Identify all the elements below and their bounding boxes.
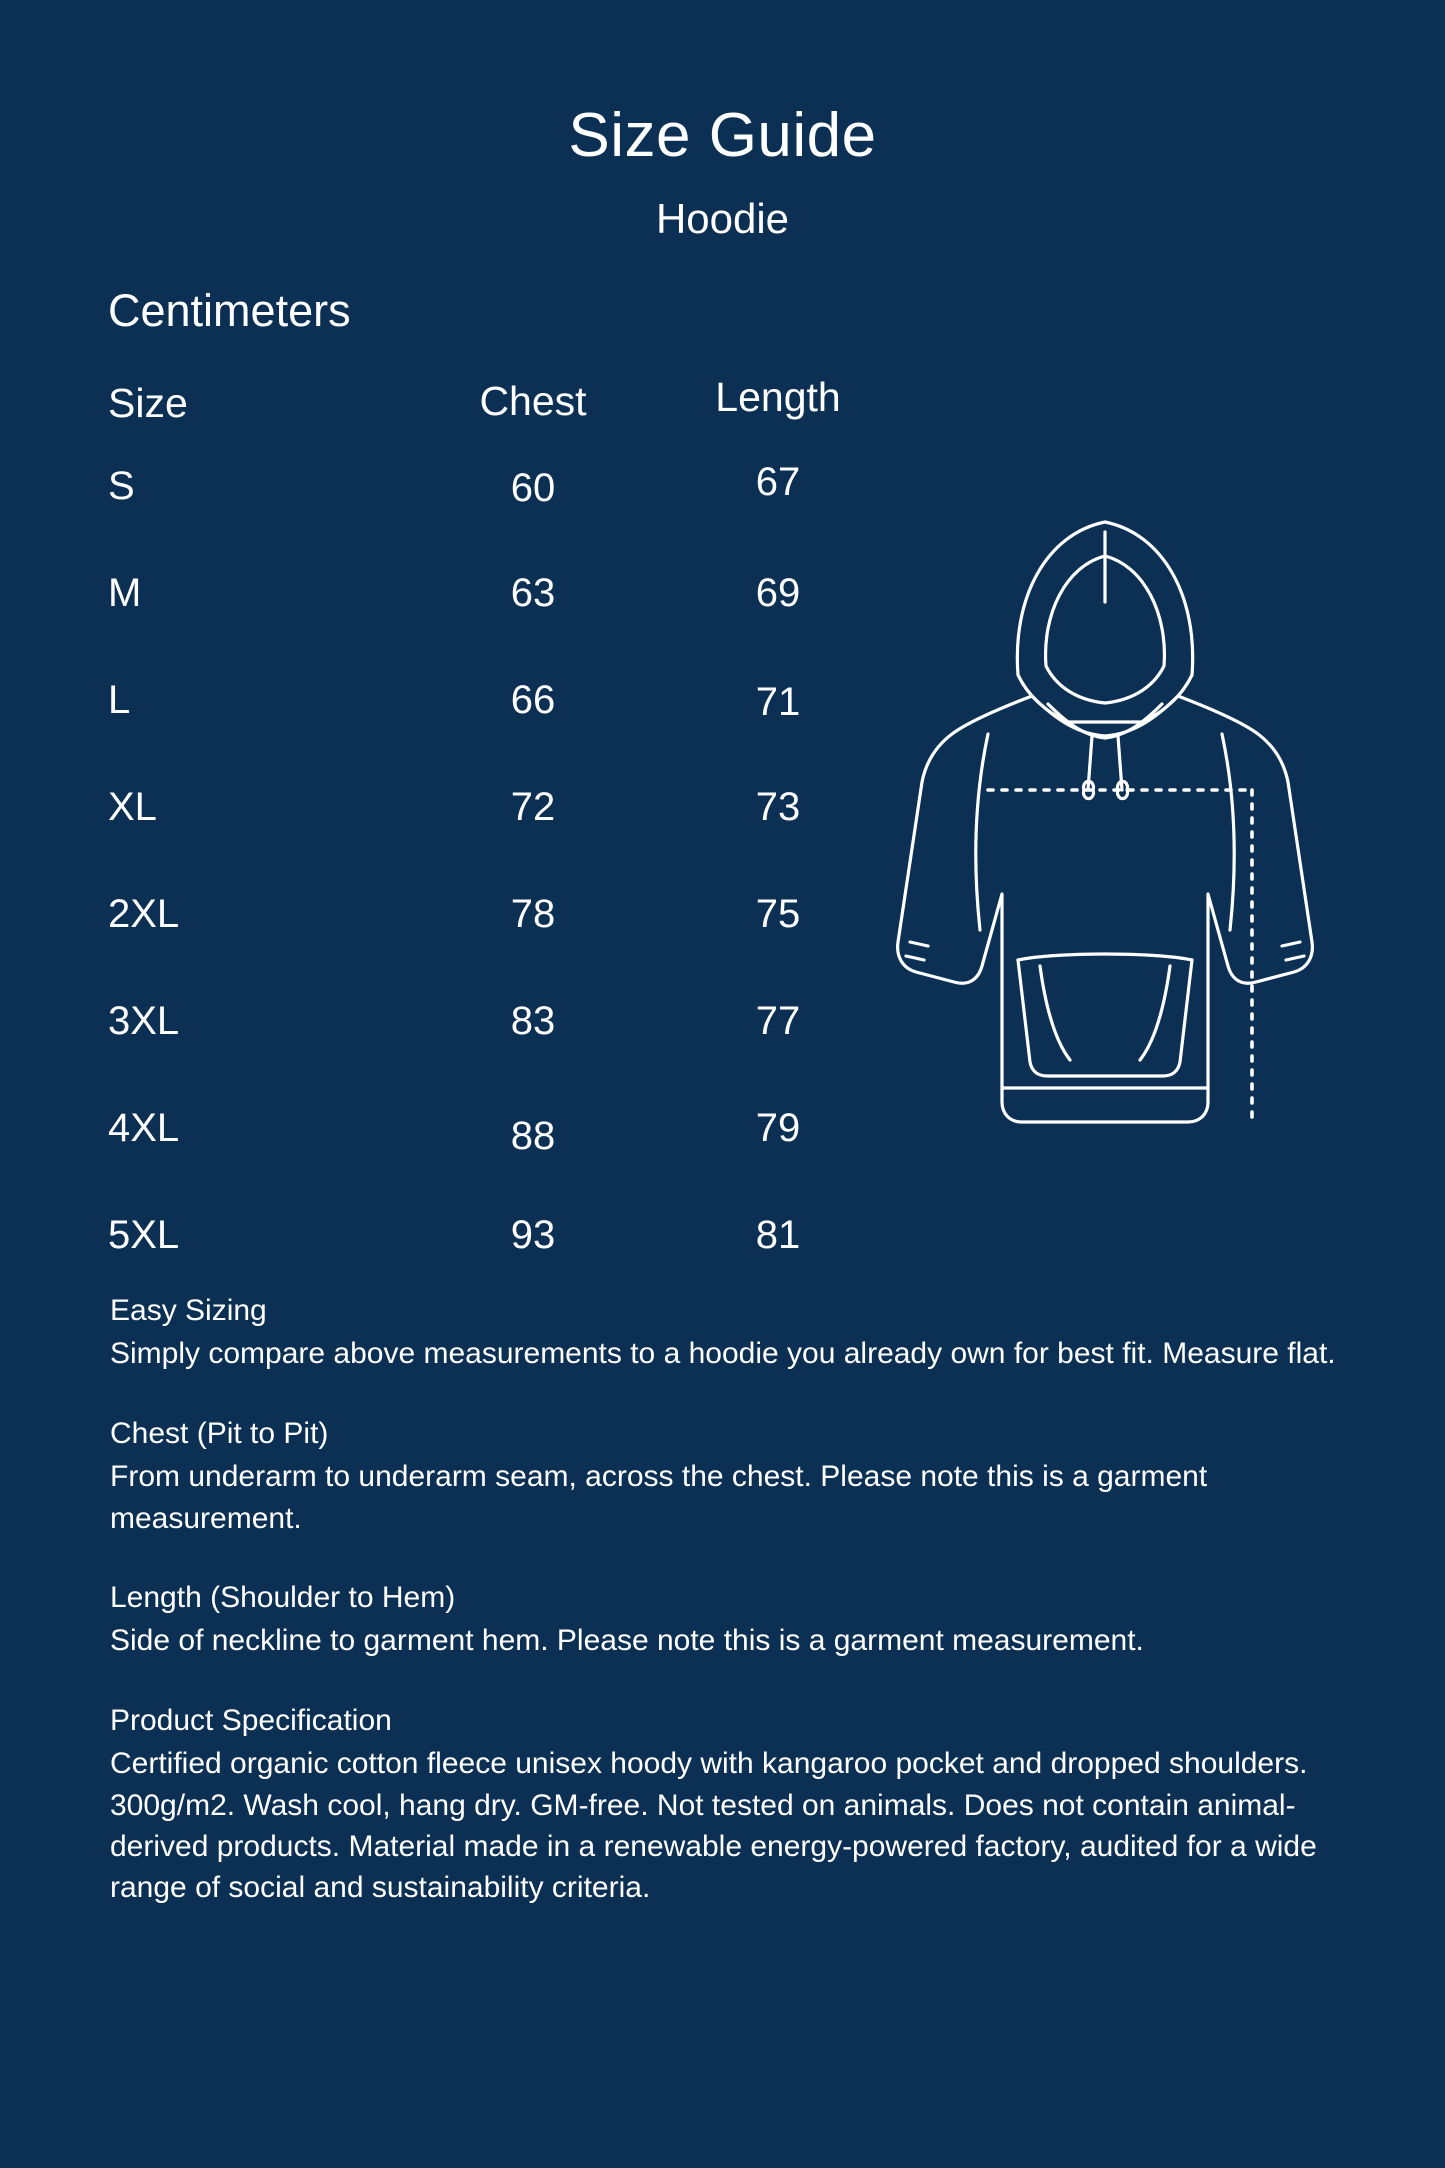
table-row (108, 892, 898, 999)
cell-size: L (108, 678, 131, 722)
cell-size: 5XL (108, 1213, 180, 1257)
column-header-size: Size (108, 380, 188, 426)
column-header-length: Length (715, 374, 841, 420)
note-heading: Chest (Pit to Pit) (110, 1416, 329, 1450)
table-row (108, 1106, 898, 1213)
note-heading: Easy Sizing (110, 1294, 267, 1327)
note-heading: Length (Shoulder to Hem) (110, 1580, 456, 1614)
cell-chest: 60 (510, 466, 556, 510)
cell-size: 3XL (108, 999, 180, 1043)
note-body: Certified organic cotton fleece unisex hoody with kangaroo pocket and dropped shoulders. 300g/m2. Wash cool, hang dry. GM-free. Not tested on animals. Does not contain animal-derived products. Material made in a renewable energy-powered factory, audited for a wide range of social and sustainability criteria. (110, 1747, 1317, 1905)
page-title: Size Guide (568, 101, 877, 170)
cell-chest: 72 (510, 785, 556, 829)
cell-size: M (108, 571, 142, 615)
table-header-row (108, 374, 898, 464)
note-body: From underarm to underarm seam, across the chest. Please note this is a garment measurement. (110, 1460, 1208, 1535)
cell-chest: 83 (510, 999, 556, 1043)
cell-length: 73 (755, 785, 801, 829)
table-row (108, 571, 898, 678)
note-body: Side of neckline to garment hem. Please note this is a garment measurement. (110, 1624, 1144, 1658)
note-chest (110, 1413, 1360, 1539)
hoodie-illustration (880, 490, 1330, 1190)
cell-chest: 63 (510, 571, 556, 615)
note-heading: Product Specification (110, 1703, 392, 1737)
units-label: Centimeters (108, 285, 351, 336)
product-subtitle: Hoodie (655, 195, 790, 242)
cell-chest: 78 (510, 892, 556, 936)
cell-size: 4XL (108, 1106, 180, 1150)
cell-length: 69 (755, 571, 801, 615)
cell-length: 71 (755, 680, 801, 724)
note-product-specification (110, 1700, 1360, 1909)
measurement-guides (988, 790, 1252, 1122)
notes-section (110, 1290, 1360, 1909)
cell-size: XL (108, 785, 157, 829)
cell-length: 77 (755, 999, 801, 1043)
cell-chest: 93 (510, 1213, 556, 1257)
cell-chest: 66 (510, 678, 556, 722)
note-length (110, 1577, 1360, 1662)
cell-length: 67 (755, 460, 801, 504)
table-row (108, 460, 898, 571)
cell-chest: 88 (510, 1114, 556, 1158)
table-row (108, 785, 898, 892)
size-table (108, 374, 898, 1320)
table-row (108, 678, 898, 785)
cell-size: 2XL (108, 892, 180, 936)
note-easy-sizing (110, 1290, 1360, 1375)
column-header-chest: Chest (479, 378, 587, 424)
table-row (108, 999, 898, 1106)
cell-length: 75 (755, 892, 801, 936)
note-body: Simply compare above measurements to a hoodie you already own for best fit. Measure flat. (110, 1337, 1336, 1371)
cell-size: S (108, 464, 135, 508)
cell-length: 81 (755, 1213, 801, 1257)
cell-length: 79 (755, 1106, 801, 1150)
